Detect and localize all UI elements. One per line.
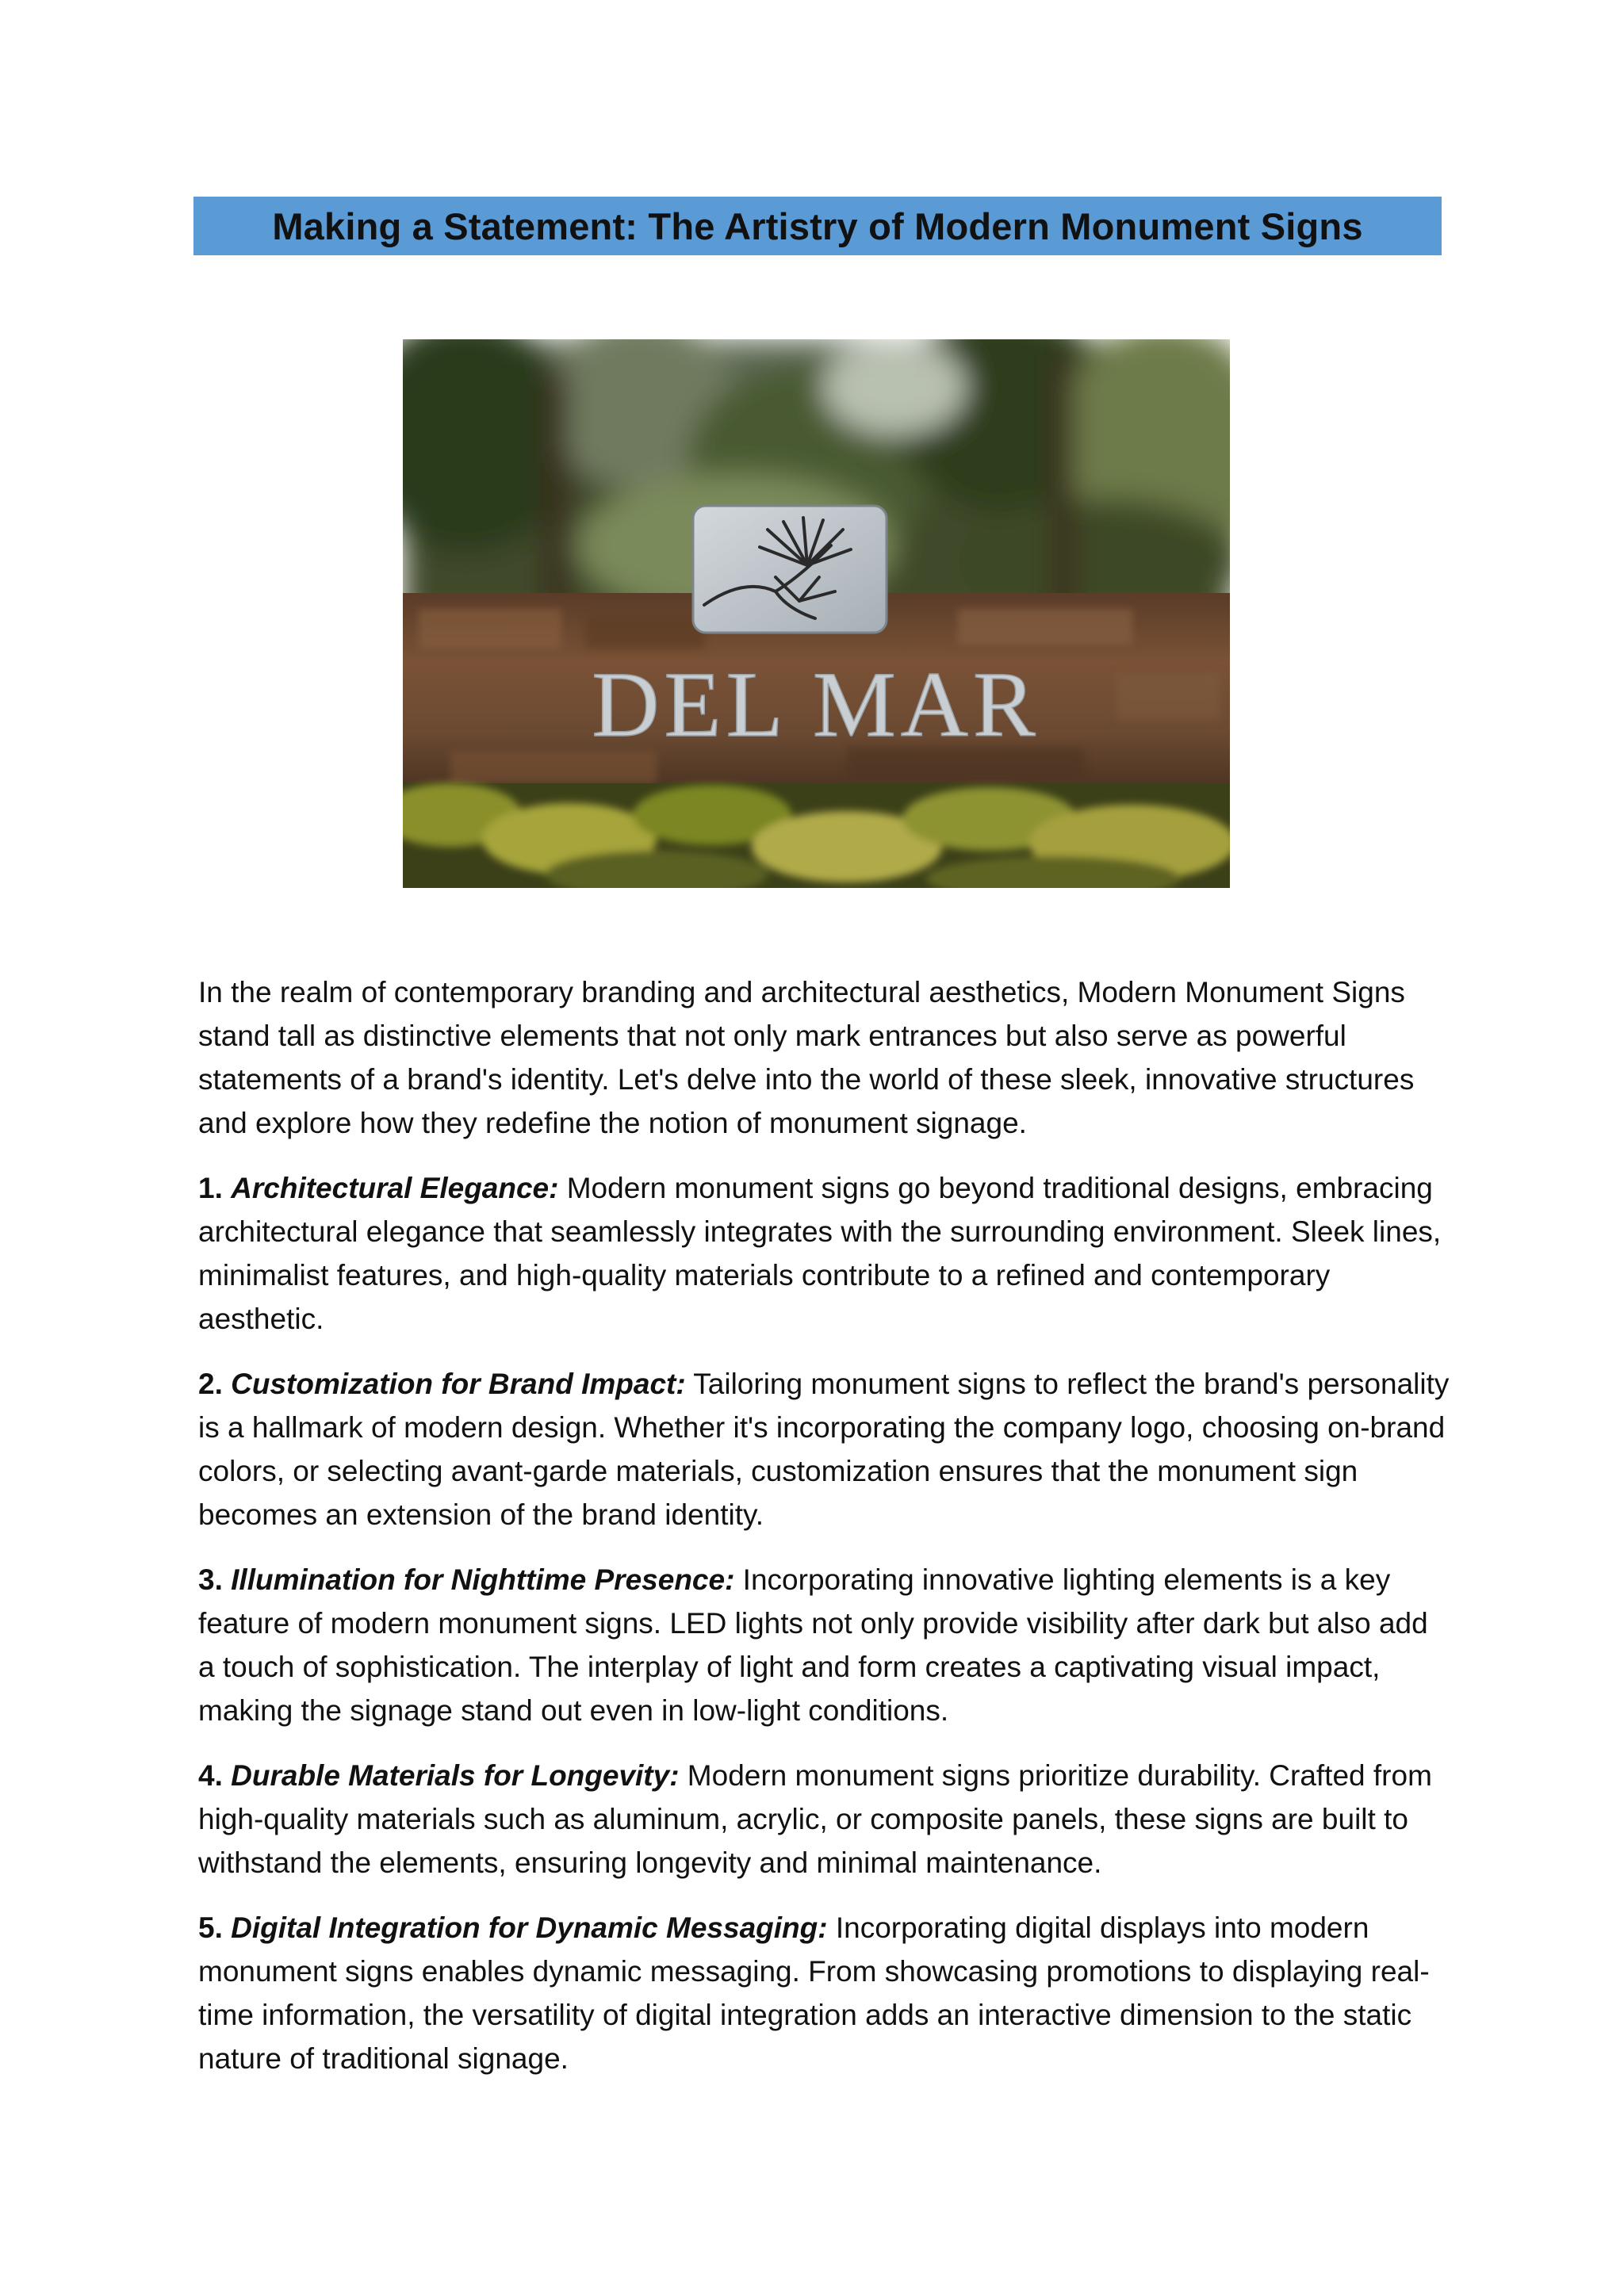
item-text: Incorporating innovative lighting elements is a key feature of modern monument signs. LED lights not only provide visibility after dark but also add a touch of sophistication. The interplay of light and form creates a captivating visual impact, making the signage stand out even in low-light conditions. [198, 1563, 1428, 1727]
title-banner [193, 197, 1442, 255]
list-item [198, 1754, 1451, 1885]
list-item [198, 1166, 1451, 1341]
item-text: Tailoring monument signs to reflect the brand's personality is a hallmark of modern design. Whether it's incorporating the company logo, choosing on-brand colors, or selecting avant-garde materials, customization ensures that the monument sign becomes an extension of the brand identity. [198, 1368, 1450, 1531]
list-item [198, 1906, 1451, 2080]
intro-paragraph: In the realm of contemporary branding and architectural aesthetics, Modern Monument Signs stand tall as distinctive elements that not only mark entrances but also serve as powerful statements of a brand's identity. Let's delve into the world of these sleek, innovative structures and explore how they redefine the notion of monument signage. [198, 976, 1415, 1139]
article-body [198, 970, 1451, 2102]
item-number: 2. [198, 1368, 223, 1400]
item-heading: Digital Integration for Dynamic Messaging: [231, 1911, 828, 1944]
item-number: 4. [198, 1759, 223, 1792]
page-title: Making a Statement: The Artistry of Modern Monument Signs [272, 205, 1363, 247]
item-number: 1. [198, 1172, 223, 1204]
sign-lettering: DEL MAR [592, 652, 1040, 756]
item-text: Modern monument signs prioritize durability. Crafted from high-quality materials such as aluminum, acrylic, or composite panels, these signs are built to withstand the elements, ensuring longevity and minimal maintenance. [198, 1759, 1432, 1879]
monument-sign-photo [403, 339, 1230, 888]
logo-plaque [693, 506, 887, 633]
item-heading: Customization for Brand Impact: [231, 1368, 686, 1400]
list-item [198, 1362, 1451, 1536]
list-item [198, 1558, 1451, 1732]
item-number: 5. [198, 1911, 223, 1944]
monument-sign-illustration [403, 339, 1230, 888]
item-text: Modern monument signs go beyond traditional designs, embracing architectural elegance that seamlessly integrates with the surrounding environment. Sleek lines, minimalist features, and high-quality materials contribute to a refined and contemporary aesthetic. [198, 1172, 1442, 1335]
item-heading: Durable Materials for Longevity: [231, 1759, 680, 1792]
shrubs [403, 783, 1230, 888]
item-number: 3. [198, 1563, 223, 1596]
item-heading: Architectural Elegance: [231, 1172, 559, 1204]
item-heading: Illumination for Nighttime Presence: [231, 1563, 735, 1596]
item-text: Incorporating digital displays into modern monument signs enables dynamic messaging. From showcasing promotions to displaying real-time information, the versatility of digital integration adds an interactive dimension to the static nature of traditional signage. [198, 1911, 1430, 2075]
